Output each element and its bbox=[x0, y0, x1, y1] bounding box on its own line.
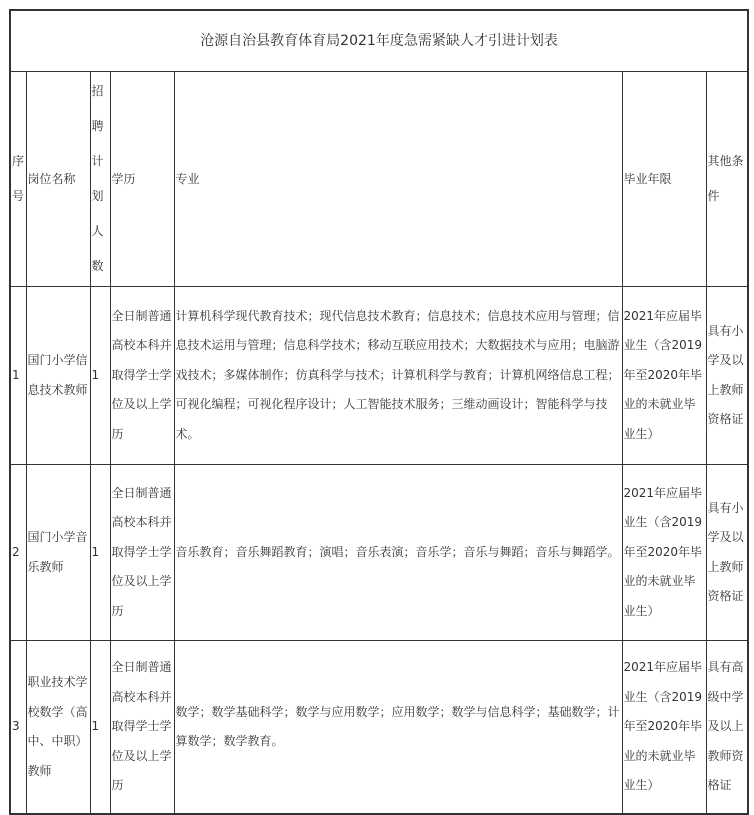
title-row bbox=[10, 10, 748, 72]
cell-major: 数学；数学基础科学；数学与应用数学；应用数学；数学与信息科学；基础数学；计算数学；数学教育。 bbox=[174, 641, 622, 815]
cell-education: 全日制普通高校本科并取得学士学位及以上学历 bbox=[110, 641, 174, 815]
cell-count: 1 bbox=[90, 641, 110, 815]
cell-position: 国门小学音乐教师 bbox=[26, 465, 90, 641]
cell-seq: 2 bbox=[10, 465, 26, 641]
cell-count: 1 bbox=[90, 465, 110, 641]
cell-grad-year: 2021年应届毕业生（含2019年至2020年毕业的未就业毕业生） bbox=[622, 287, 706, 465]
cell-position: 国门小学信息技术教师 bbox=[26, 287, 90, 465]
talent-plan-table bbox=[9, 9, 749, 815]
cell-count: 1 bbox=[90, 287, 110, 465]
col-header-education: 学历 bbox=[110, 72, 174, 287]
cell-education: 全日制普通高校本科并取得学士学位及以上学历 bbox=[110, 465, 174, 641]
cell-other: 具有小学及以上教师资格证 bbox=[706, 465, 748, 641]
cell-major: 音乐教育；音乐舞蹈教育；演唱；音乐表演；音乐学；音乐与舞蹈；音乐与舞蹈学。 bbox=[174, 465, 622, 641]
col-header-seq: 序号 bbox=[10, 72, 26, 287]
table-row bbox=[10, 287, 748, 465]
table-row bbox=[10, 641, 748, 815]
col-header-other: 其他条件 bbox=[706, 72, 748, 287]
cell-seq: 3 bbox=[10, 641, 26, 815]
col-header-position: 岗位名称 bbox=[26, 72, 90, 287]
cell-seq: 1 bbox=[10, 287, 26, 465]
col-header-count: 招聘计划人数 bbox=[90, 72, 110, 287]
col-header-major: 专业 bbox=[174, 72, 622, 287]
col-header-grad-year: 毕业年限 bbox=[622, 72, 706, 287]
cell-grad-year: 2021年应届毕业生（含2019年至2020年毕业的未就业毕业生） bbox=[622, 465, 706, 641]
header-row bbox=[10, 72, 748, 287]
cell-education: 全日制普通高校本科并取得学士学位及以上学历 bbox=[110, 287, 174, 465]
cell-other: 具有高级中学及以上教师资格证 bbox=[706, 641, 748, 815]
cell-grad-year: 2021年应届毕业生（含2019年至2020年毕业的未就业毕业生） bbox=[622, 641, 706, 815]
table-row bbox=[10, 465, 748, 641]
cell-major: 计算机科学现代教育技术；现代信息技术教育；信息技术；信息技术应用与管理；信息技术运用与管理；信息科学技术；移动互联应用技术；大数据技术与应用；电脑游戏技术；多媒体制作；仿真科学与技术；计算机科学与教育；计算机网络信息工程；可视化编程；可视化程序设计；人工智能技术服务；三维动画设计；智能科学与技术。 bbox=[174, 287, 622, 465]
table-title: 沧源自治县教育体育局2021年度急需紧缺人才引进计划表 bbox=[10, 10, 748, 72]
cell-other: 具有小学及以上教师资格证 bbox=[706, 287, 748, 465]
cell-position: 职业技术学校数学（高中、中职）教师 bbox=[26, 641, 90, 815]
